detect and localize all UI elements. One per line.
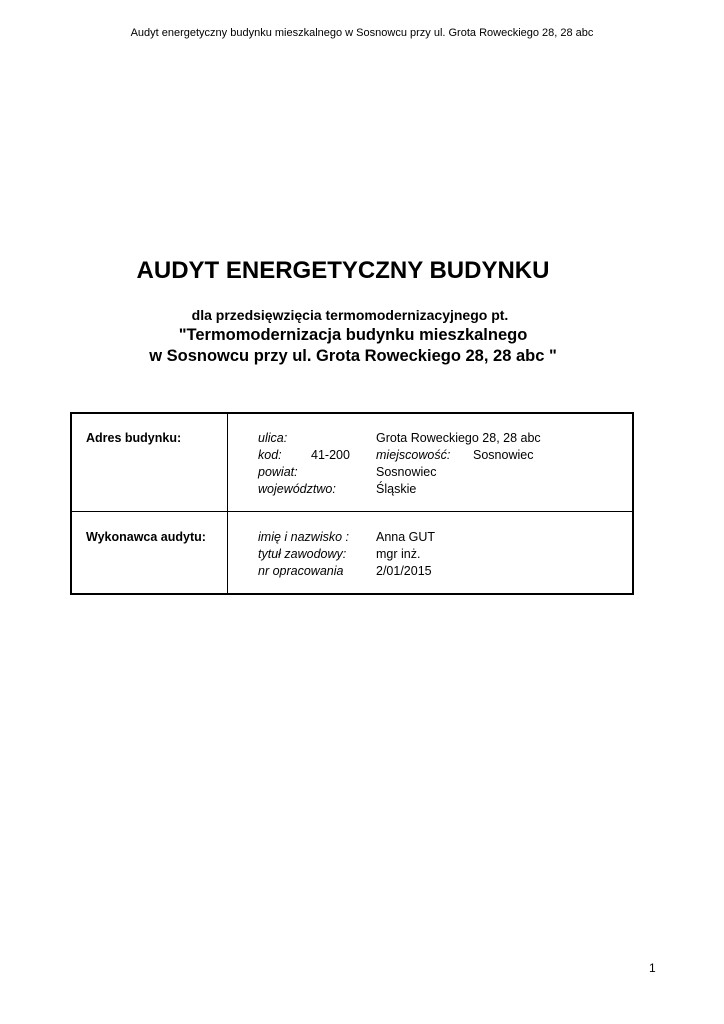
building-info-table (70, 412, 634, 595)
page-number: 1 (649, 961, 656, 975)
street-value: Grota Roweckiego 28, 28 abc (376, 431, 541, 445)
auditor-title-label: tytuł zawodowy: (258, 547, 347, 561)
project-name-line-2: w Sosnowcu przy ul. Grota Roweckiego 28, 28 abc " (149, 347, 557, 365)
voivodeship-value: Śląskie (376, 482, 417, 496)
row-divider (72, 511, 632, 512)
column-divider (227, 414, 228, 593)
running-header: Audyt energetyczny budynku mieszkalnego w Sosnowcu przy ul. Grota Roweckiego 28, 28 abc (130, 27, 594, 39)
city-label: miejscowość: (376, 448, 451, 462)
city-value: Sosnowiec (473, 448, 534, 462)
address-section-label: Adres budynku: (86, 431, 182, 445)
postcode-value: 41-200 (311, 448, 350, 462)
auditor-section-label: Wykonawca audytu: (86, 530, 206, 544)
county-value: Sosnowiec (376, 465, 437, 479)
project-intro: dla przedsięwzięcia termomodernizacyjnego pt. (191, 307, 509, 323)
postcode-label: kod: (258, 448, 282, 462)
study-number-label: nr opracowania (258, 564, 344, 578)
document-title: AUDYT ENERGETYCZNY BUDYNKU (136, 257, 550, 284)
street-label: ulica: (258, 431, 288, 445)
study-number-value: 2/01/2015 (376, 564, 432, 578)
county-label: powiat: (258, 465, 298, 479)
project-name-line-1: "Termomodernizacja budynku mieszkalnego (178, 326, 528, 344)
auditor-title-value: mgr inż. (376, 547, 421, 561)
auditor-name-value: Anna GUT (376, 530, 436, 544)
auditor-name-label: imię i nazwisko : (258, 530, 349, 544)
voivodeship-label: województwo: (258, 482, 336, 496)
